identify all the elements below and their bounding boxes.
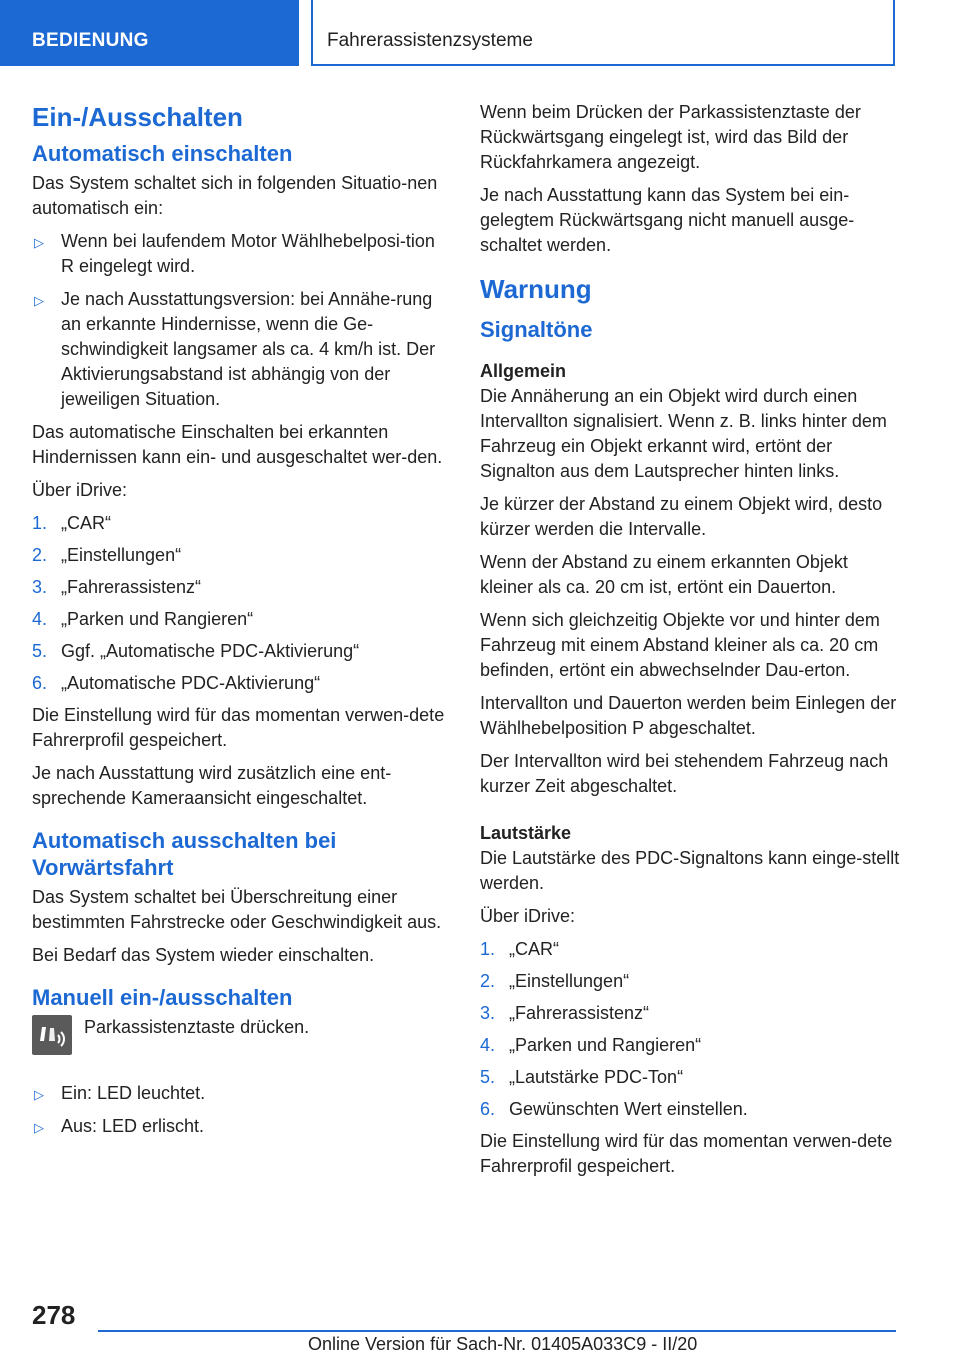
heading-lautstaerke: Lautstärke: [480, 823, 572, 843]
paragraph: Das System schaltet sich in folgenden Situatio‐nen automatisch ein:: [32, 173, 438, 218]
numbered-list: [480, 937, 900, 1122]
bullet-list: [32, 1081, 450, 1139]
button-instruction: [32, 1015, 450, 1063]
park-assist-button-icon: [32, 1015, 72, 1055]
list-item: ▷ Wenn bei laufendem Motor Wählhebelposi‐tion R eingelegt wird.: [34, 231, 435, 276]
paragraph: Der Intervallton wird bei stehendem Fahrzeug nach kurzer Zeit abgeschaltet.: [480, 751, 889, 796]
list-item: 6. Gewünschten Wert einstellen.: [480, 1099, 748, 1119]
paragraph: Über iDrive:: [32, 480, 128, 500]
heading-automatisch-ausschalten: Automatisch ausschalten bei Vorwärtsfahrt: [32, 828, 337, 880]
heading-ein-ausschalten: Ein-/Ausschalten: [32, 102, 243, 132]
list-item: 5. „Lautstärke PDC-Ton“: [480, 1067, 684, 1087]
heading-automatisch-einschalten: Automatisch einschalten: [32, 141, 293, 166]
paragraph: Das System schaltet bei Überschreitung einer bestimmten Fahrstrecke oder Geschwindigkeit aus.: [32, 887, 442, 932]
paragraph: Je nach Ausstattung kann das System bei ein‐gelegtem Rückwärtsgang nicht manuell ausge‐schaltet werden.: [480, 185, 855, 255]
list-item: ▷ Ein: LED leuchtet.: [32, 1081, 450, 1106]
paragraph: Bei Bedarf das System wieder einschalten.: [32, 945, 375, 965]
list-item: 4. „Parken und Rangieren“: [480, 1035, 702, 1055]
heading-allgemein: Allgemein: [480, 361, 567, 381]
page-header: [0, 0, 960, 66]
bullet-list: [32, 229, 450, 412]
paragraph: Das automatische Einschalten bei erkannten Hindernissen kann ein- und ausgeschaltet wer‐den.: [32, 422, 443, 467]
paragraph: Wenn der Abstand zu einem erkannten Objekt kleiner als ca. 20 cm ist, ertönt ein Dauerton.: [480, 552, 848, 597]
right-column: [480, 100, 900, 1187]
chapter-title: Fahrerassistenzsysteme: [311, 0, 895, 66]
paragraph: Wenn sich gleichzeitig Objekte vor und hinter dem Fahrzeug mit einem Abstand kleiner als ca. 20 cm befinden, ertönt ein abwechselnder Dau‐erton.: [480, 610, 880, 680]
list-item: ▷ Je nach Ausstattungsversion: bei Annähe‐rung an erkannte Hindernisse, wenn die Ge‐schwindigkeit langsamer als ca. 4 km/h ist. Der Aktivierungsabstand ist abhängig von der jeweiligen Situation.: [34, 289, 436, 409]
heading-manuell-ein-ausschalten: Manuell ein-/ausschalten: [32, 985, 293, 1010]
heading-signaltoene: Signaltöne: [480, 317, 593, 342]
list-item: 5. Ggf. „Automatische PDC-Aktivierung“: [32, 641, 360, 661]
paragraph: Die Einstellung wird für das momentan verwen‐dete Fahrerprofil gespeichert.: [480, 1131, 893, 1176]
paragraph: Je kürzer der Abstand zu einem Objekt wird, desto kürzer werden die Intervalle.: [480, 494, 883, 539]
footer-online-version: Online Version für Sach-Nr. 01405A033C9 - II/20: [308, 1334, 698, 1354]
triangle-bullet-icon: ▷: [34, 1087, 44, 1102]
list-item: 1. „CAR“: [480, 939, 559, 959]
paragraph: Parkassistenztaste drücken.: [84, 1017, 310, 1037]
numbered-list: [32, 511, 450, 696]
list-item: 2. „Einstellungen“: [32, 545, 182, 565]
section-tab: BEDIENUNG: [0, 0, 299, 66]
page-number: 278: [32, 1300, 76, 1330]
paragraph: Intervallton und Dauerton werden beim Einlegen der Wählhebelposition P abgeschaltet.: [480, 693, 897, 738]
list-item: 4. „Parken und Rangieren“: [32, 609, 254, 629]
triangle-bullet-icon: ▷: [34, 235, 44, 250]
paragraph: Die Annäherung an ein Objekt wird durch einen Intervallton signalisiert. Wenn z. B. links hinter dem Fahrzeug ein Objekt erkannt wird, ertönt der Signalton aus dem Lautsprecher hinten links.: [480, 386, 887, 481]
paragraph: Wenn beim Drücken der Parkassistenztaste der Rückwärtsgang eingelegt ist, wird das Bild der Rückfahrkamera angezeigt.: [480, 102, 861, 172]
list-item: 3. „Fahrerassistenz“: [480, 1003, 650, 1023]
paragraph: Über iDrive:: [480, 906, 576, 926]
paragraph: Je nach Ausstattung wird zusätzlich eine ent‐sprechende Kameraansicht eingeschaltet.: [32, 763, 392, 808]
list-item: 2. „Einstellungen“: [480, 971, 630, 991]
list-item: 3. „Fahrerassistenz“: [32, 577, 202, 597]
paragraph: Die Einstellung wird für das momentan verwen‐dete Fahrerprofil gespeichert.: [32, 705, 445, 750]
paragraph: Die Lautstärke des PDC-Signaltons kann einge‐stellt werden.: [480, 848, 900, 893]
triangle-bullet-icon: ▷: [34, 293, 44, 308]
heading-warnung: Warnung: [480, 274, 592, 304]
list-item: 1. „CAR“: [32, 513, 111, 533]
list-item: ▷ Aus: LED erlischt.: [32, 1114, 450, 1139]
footer-divider: [98, 1330, 896, 1332]
triangle-bullet-icon: ▷: [34, 1120, 44, 1135]
list-item: 6. „Automatische PDC-Aktivierung“: [32, 673, 321, 693]
left-column: [32, 100, 450, 1147]
